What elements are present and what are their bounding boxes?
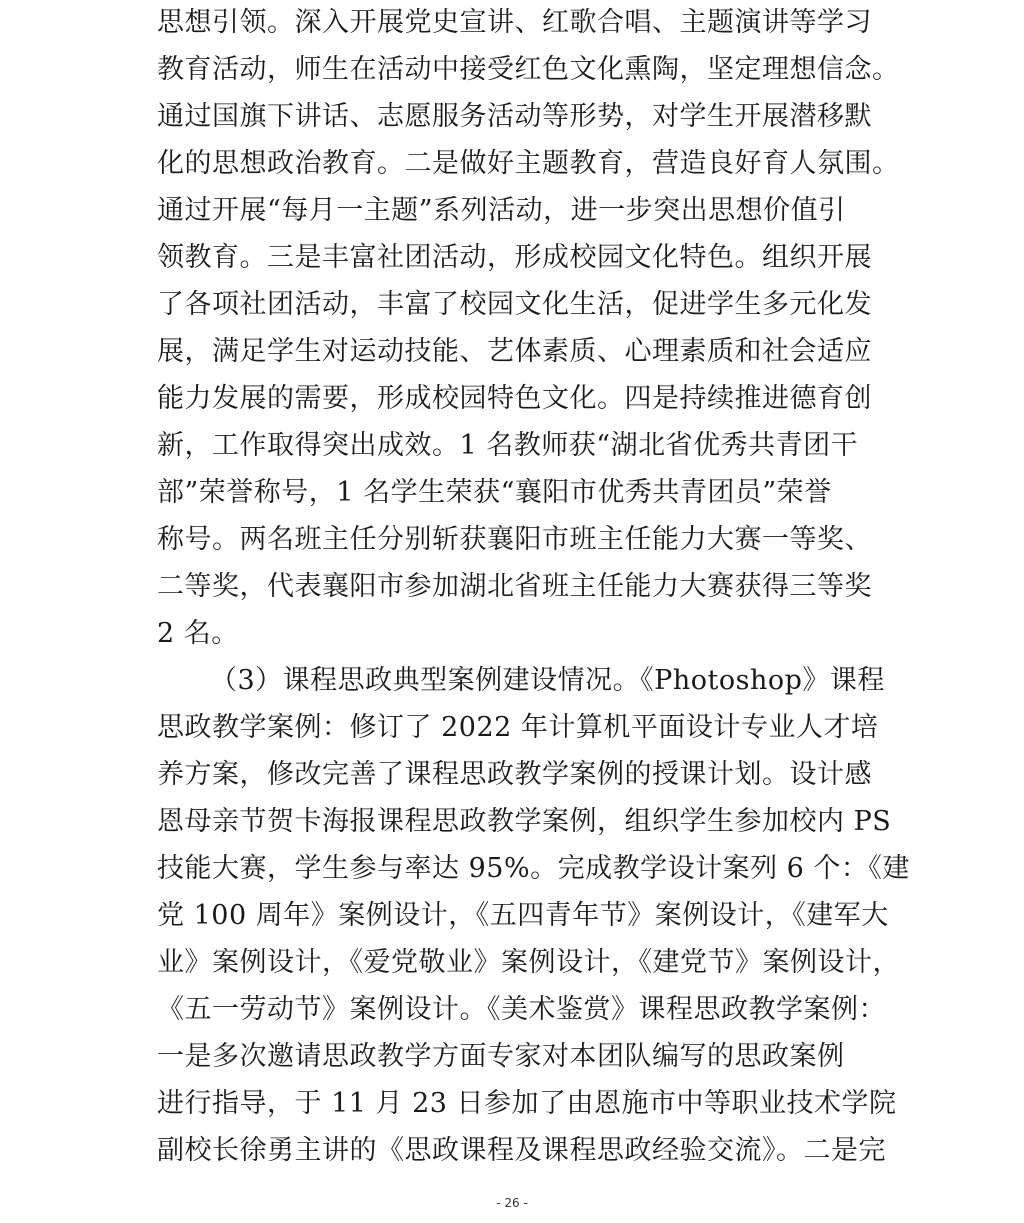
body-text-line: 化的思想政治教育。二是做好主题教育，营造良好育人氛围。 — [157, 148, 900, 179]
body-text-line: 展，满足学生对运动技能、艺体素质、心理素质和社会适应 — [157, 336, 872, 367]
body-text-line: 业》案例设计，《爱党敬业》案例设计，《建党节》案例设计， — [157, 947, 900, 978]
body-text-line: 教育活动，师生在活动中接受红色文化熏陶，坚定理想信念。 — [157, 54, 900, 85]
body-text-line: 进行指导，于 11 月 23 日参加了由恩施市中等职业技术学院 — [157, 1088, 897, 1119]
body-text-line: 通过国旗下讲话、志愿服务活动等形势，对学生开展潜移默 — [157, 101, 872, 132]
body-text-line: 称号。两名班主任分别斩获襄阳市班主任能力大赛一等奖、 — [157, 524, 872, 555]
body-text-line: 恩母亲节贺卡海报课程思政教学案例，组织学生参加校内 PS — [157, 806, 892, 837]
body-text-line: 养方案，修改完善了课程思政教学案例的授课计划。设计感 — [157, 759, 872, 790]
body-text-line: 二等奖，代表襄阳市参加湖北省班主任能力大赛获得三等奖 — [157, 571, 872, 602]
body-text-line: 2 名。 — [157, 618, 239, 649]
body-text-line: 思想引领。深入开展党史宣讲、红歌合唱、主题演讲等学习 — [157, 7, 872, 38]
body-text-line: 了各项社团活动，丰富了校园文化生活，促进学生多元化发 — [157, 289, 872, 320]
body-text-line: 新，工作取得突出成效。1 名教师获“湖北省优秀共青团干 — [157, 430, 859, 461]
page-number: - 26 - — [496, 1196, 528, 1210]
body-text-line: 一是多次邀请思政教学方面专家对本团队编写的思政案例 — [157, 1041, 845, 1072]
body-text-line: 党 100 周年》案例设计，《五四青年节》案例设计，《建军大 — [157, 900, 889, 931]
body-text-line: 思政教学案例：修订了 2022 年计算机平面设计专业人才培 — [157, 712, 879, 743]
body-text-line: 技能大赛，学生参与率达 95%。完成教学设计案列 6 个：《建 — [157, 853, 910, 884]
body-text-line: 副校长徐勇主讲的《思政课程及课程思政经验交流》。二是完 — [157, 1135, 886, 1166]
body-text-line: 能力发展的需要，形成校园特色文化。四是持续推进德育创 — [157, 383, 872, 414]
section-heading-line: （3）课程思政典型案例建设情况。《Photoshop》课程 — [210, 665, 885, 696]
body-text-line: 领教育。三是丰富社团活动，形成校园文化特色。组织开展 — [157, 242, 872, 273]
body-text-line: 《五一劳动节》案例设计。《美术鉴赏》课程思政教学案例： — [157, 994, 886, 1025]
body-text-line: 通过开展“每月一主题”系列活动，进一步突出思想价值引 — [157, 195, 846, 226]
body-text-line: 部”荣誉称号，1 名学生荣获“襄阳市优秀共青团员”荣誉 — [157, 477, 832, 508]
